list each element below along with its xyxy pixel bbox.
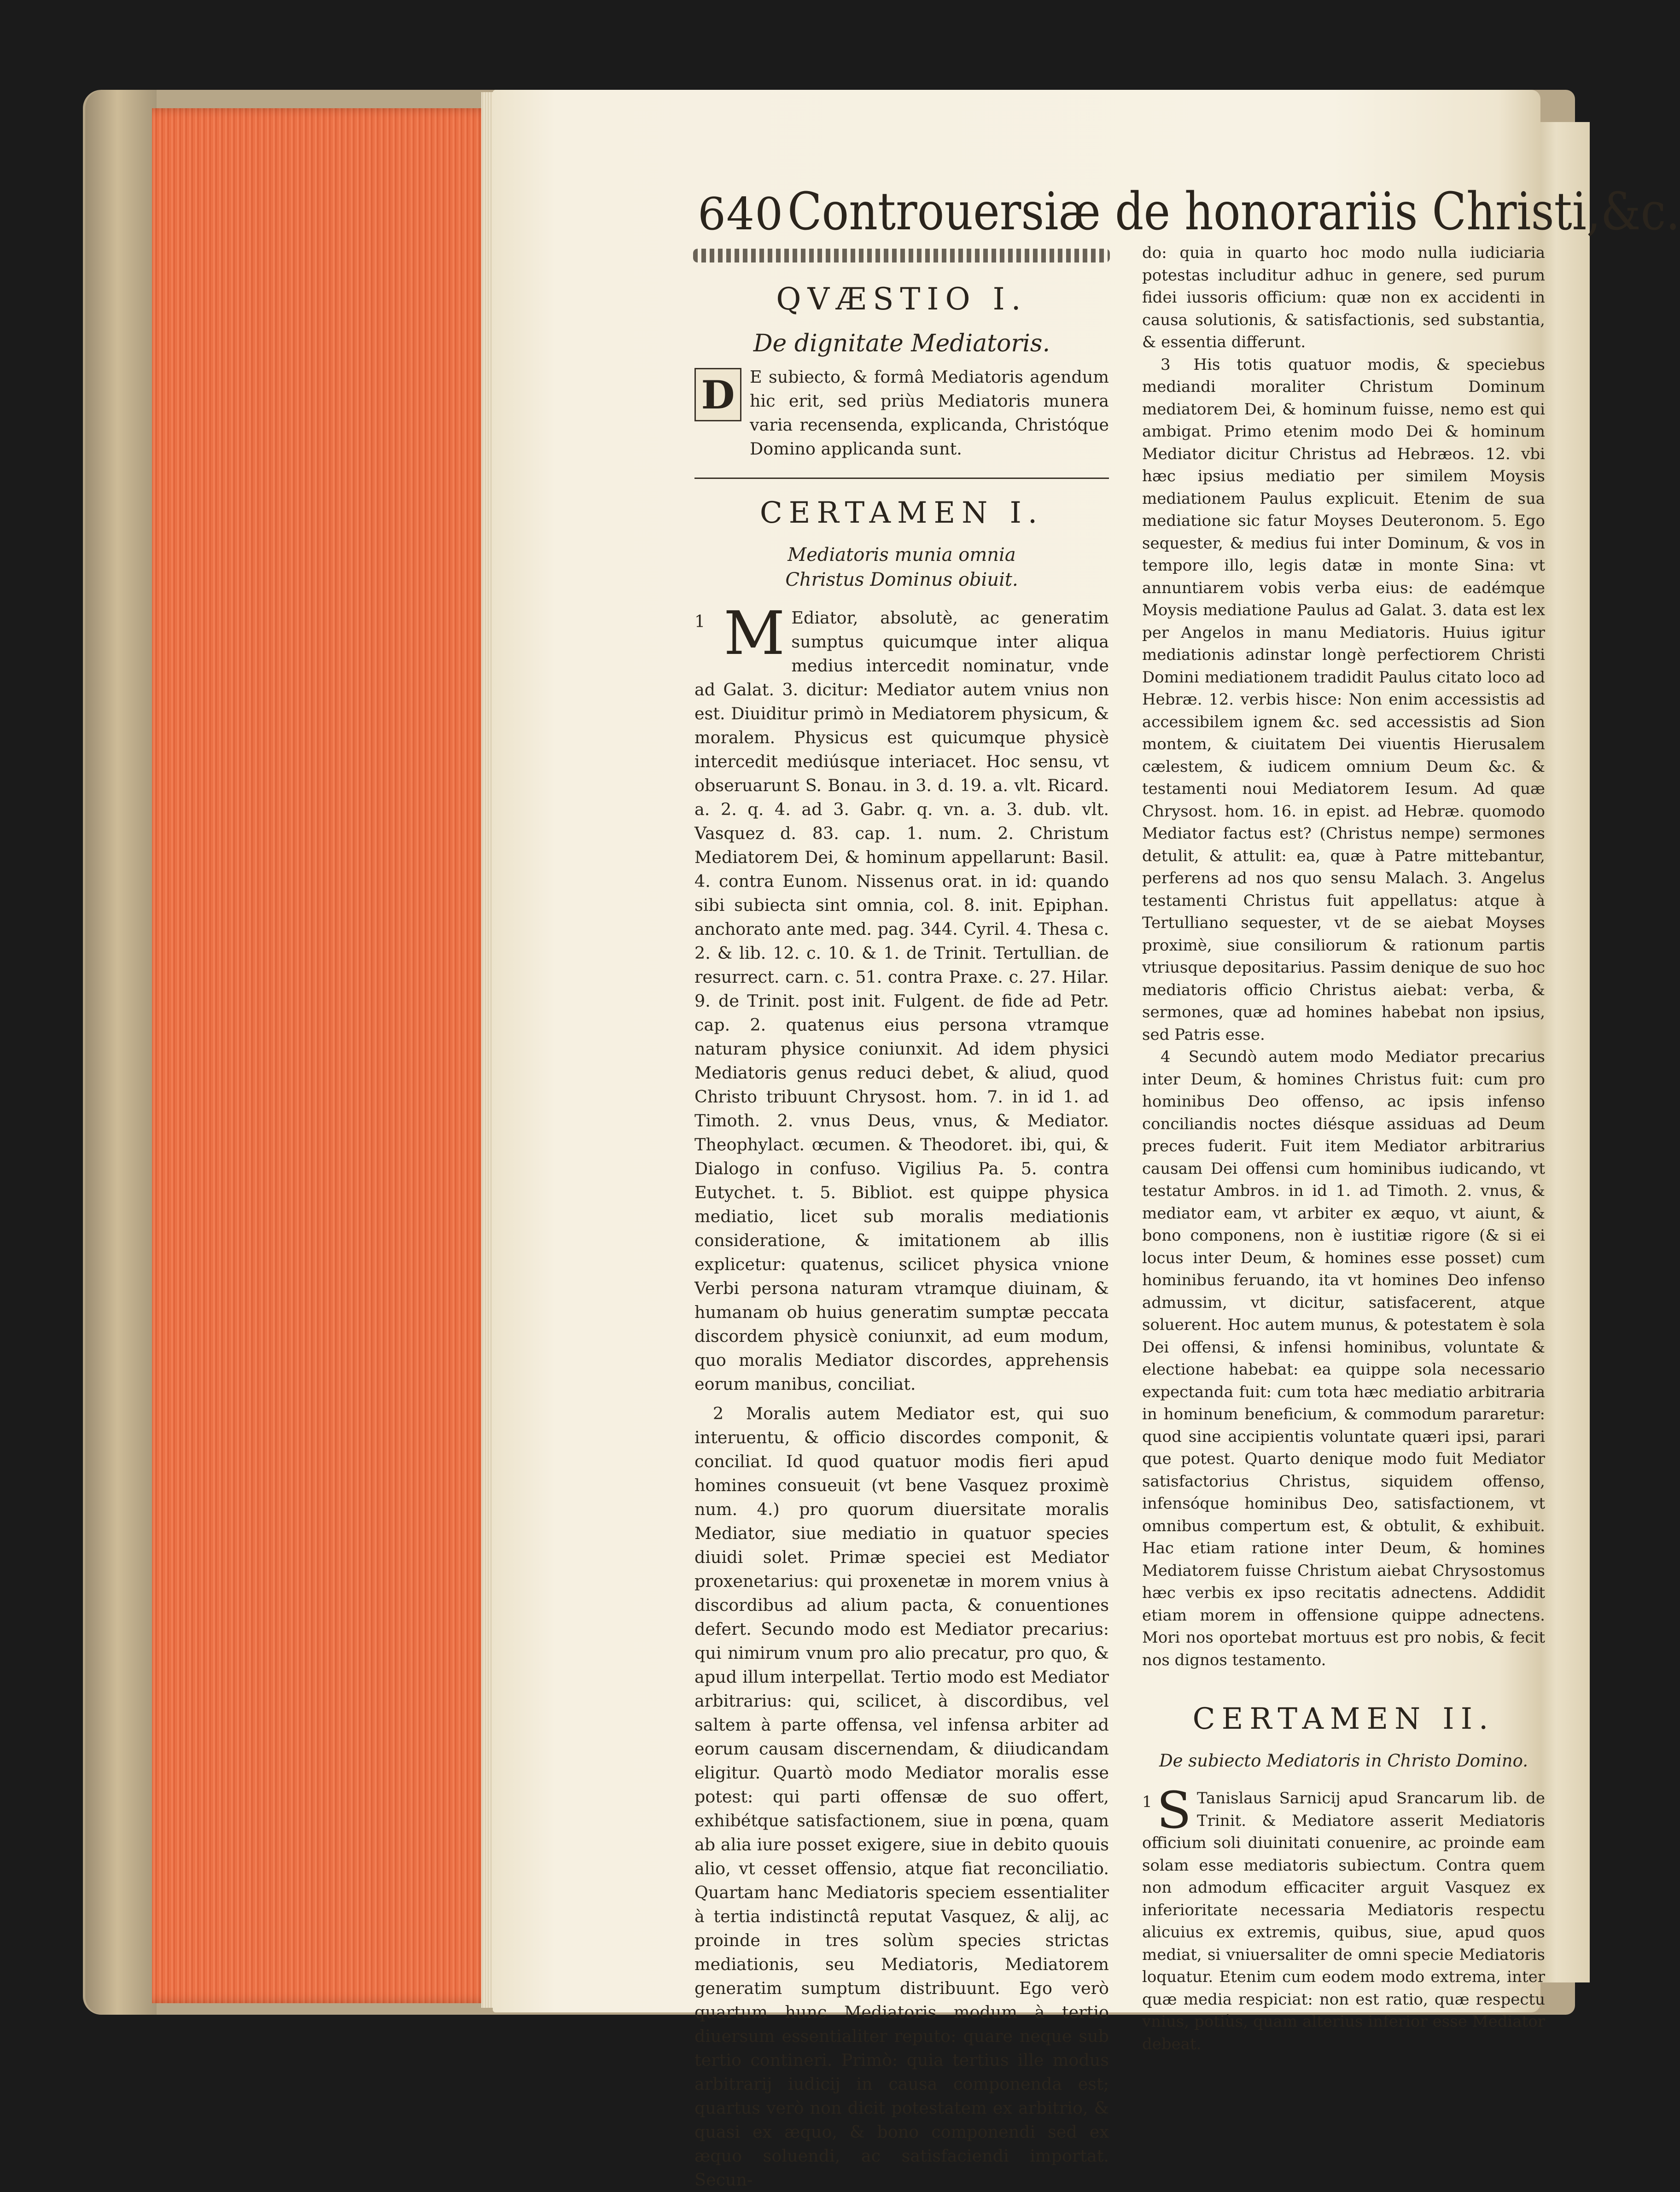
paragraph-number: 4 bbox=[1161, 1048, 1171, 1066]
initial-letter: S bbox=[1156, 1781, 1191, 1840]
certamen2-subtitle: De subiecto Mediatoris in Christo Domino. bbox=[1159, 1751, 1528, 1771]
book-page bbox=[493, 90, 1680, 2190]
quaestio-title: QVÆSTIO I. bbox=[776, 281, 1027, 317]
quaestio-text: E subiecto, & formâ Mediatoris agendum hic erit, sed priùs Mediatoris munera varia recensenda, explicanda, Christóque Domino applicanda sunt. bbox=[750, 367, 1109, 459]
certamen2-paragraph-1 bbox=[1142, 1781, 1545, 2055]
continued-paragraph: do: quia in quarto hoc modo nulla iudiciaria potestas includitur adhuc in genere, sed purum fidei iussoris officium: quæ non ex accidenti in causa solutionis, & satisfactionis, sed substantia, & essentia differunt. bbox=[1142, 244, 1545, 351]
paragraph-number: 1 bbox=[1142, 1793, 1152, 1811]
decorated-initial: D bbox=[694, 368, 741, 421]
paragraph-text: Secundò autem modo Mediator precarius inter Deum, & homines Christus fuit: cum pro hominibus Deo offenso, ac ipsis infenso conciliandis noctes diésque assiduas ad Deum preces fuderit. Fuit item Mediator arbitrarius causam Dei offensi cum hominibus iudicando, vt testatur Ambros. in id 1. ad Timoth. 2. vnus, & mediator eam, vt arbiter ex æquo, vt aiunt, & bono componens, non è iustitiæ rigore (& si ei locus inter Deum, & homines esse posset) cum hominibus feruando, ita vt homines Deo infenso admussim, vt dicitur, satisfacerent, atque soluerent. Hoc autem munus, & potestatem è sola Dei offensi, & infensi hominibus, voluntate & electione habebat: ea quippe sola necessario expectanda fuit: cum tota hæc mediatio arbitraria in hominum beneficium, & commodum pararetur: quod sine accipientis voluntate quæri ipsi, parari que potest. Quarto denique modo fuit Mediator satisfactorius Christus, siquidem offenso, infensóque hominibus Deo, satisfactionem, vt omnibus compertum est, & obtulit, & exhibuit. Hac etiam ratione inter Deum, & homines Mediatorem fuisse Christum aiebat Chrysostomus hæc verbis ex ipso recitatis adnectens. Addidit etiam morem in offensione quippe adnectens. Mori nos oportebat mortuus est pro nobis, & fecit nos dignos testamento. bbox=[1142, 1048, 1545, 1669]
quaestio-intro bbox=[694, 365, 1109, 461]
paragraph-number: 2 bbox=[713, 1404, 724, 1423]
header-ornament bbox=[693, 249, 1110, 262]
certamen1-paragraph-3 bbox=[1142, 354, 1545, 1046]
certamen1-paragraph-1 bbox=[694, 598, 1109, 1396]
red-page-edges bbox=[152, 108, 493, 2003]
paragraph-text: Moralis autem Mediator est, qui suo interuentu, & officio discordes componit, & conciliat. Id quod quatuor modis fieri apud homines consueuit (vt bene Vasquez proximè num. 4.) pro quorum diuersitate moralis Mediator, siue mediatio in quatuor species diuidi solet. Primæ speciei est Mediator proxenetarius: qui proxenetæ in morem vnius à discordibus ad alium pacta, & conuentiones defert. Secundo modo est Mediator precarius: qui nimirum vnum pro alio precatur, pro quo, & apud illum interpellat. Tertio modo est Mediator arbitrarius: qui, scilicet, à discordibus, vel saltem à parte offensa, vel infensa arbiter ad eorum causam discernendam, & diiudicandam eligitur. Quartò modo Mediator moralis esse potest: qui parti offensæ de suo offert, exhibétque satisfactionem, siue in pœna, quam ab alia iure posset exigere, siue in debito quouis alio, vt cesset offensio, atque fiat reconciliatio. Quartam hanc Mediatoris speciem essentialiter à tertia indistinctâ reputat Vasquez, & alij, ac proinde in tres solùm species strictas mediationis, seu Mediatoris, Mediatorem generatim sumptum distribuunt. Ego verò quartum hunc Mediatoris modum à tertio diuersum essentialiter reputo: quare neque sub tertio contineri. Primò: quia tertius ille modus arbitrarij iudicij in causa componenda est; quartus verò non dicit potestatem ex arbitrio, & quasi ex æquo, & bono componendi sed ex æquo soluendi, ac satisfaciendi importat. Secun- bbox=[694, 1404, 1109, 2190]
paragraph-number: 3 bbox=[1161, 355, 1171, 374]
left-column bbox=[694, 269, 1109, 2192]
certamen1-paragraph-4 bbox=[1142, 1046, 1545, 1671]
section-rule bbox=[694, 478, 1109, 479]
book-spine bbox=[85, 90, 157, 2015]
initial-letter: M bbox=[723, 598, 785, 668]
paragraph-text: Ediator, absolutè, ac generatim sumptus quicumque inter aliqua medius intercedit nominatur, vnde ad Galat. 3. dicitur: Mediator autem vnius non est. Diuiditur primò in Mediatorem physicum, & moralem. Physicus est quicumque physicè intercedit mediúsque interiacet. Hoc sensu, vt obseruarunt S. Bonau. in 3. d. 19. a. vlt. Ricard. a. 2. q. 4. ad 3. Gabr. q. vn. a. 3. dub. vlt. Vasquez d. 83. cap. 1. num. 2. Christum Mediatorem Dei, & hominum appellarunt: Basil. 4. contra Eunom. Nissenus orat. in id: quando sibi subiecta sint omnia, col. 8. init. Epiphan. anchorato ante med. pag. 344. Cyril. 4. Thesa c. 2. & lib. 12. c. 10. & 1. de Trinit. Tertullian. de resurrect. carn. c. 51. contra Praxe. c. 27. Hilar. 9. de Trinit. post init. Fulgent. de fide ad Petr. cap. 2. quatenus eius persona vtramque naturam physice coniunxit. Ad idem physici Mediatoris genus reduci debet, & aliud, quod Christo tribuunt Chrysost. hom. 7. in id 1. ad Timoth. 2. vnus Deus, vnus, & Mediator. Theophylact. œcumen. & Theodoret. ibi, qui, & Dialogo in confuso. Vigilius Pa. 5. contra Eutychet. t. 5. Bibliot. est quippe physica mediatio, licet sub moralis mediationis consideratione, & imitationem ab illis explicetur: quatenus, scilicet physica vnione Verbi persona naturam vtramque diuinam, & humanam ob huius generatim sumptæ peccata discordem physicè coniunxit, ad eum modum, quo moralis Mediator discordes, apprehensis eorum manibus, conciliat. bbox=[694, 608, 1109, 1394]
page-number: 640 bbox=[698, 188, 784, 240]
right-column bbox=[1142, 242, 1545, 2055]
certamen1-subtitle: Mediatoris munia omnia Christus Dominus obiuit. bbox=[785, 544, 1018, 590]
certamen2-title: CERTAMEN II. bbox=[1192, 1702, 1495, 1736]
paragraph-text: His totis quatuor modis, & speciebus mediandi moraliter Christum Dominum mediatorem Dei, & hominum fuisse, nemo est qui ambigat. Primo etenim modo Dei & hominum Mediator dicitur Christus ad Hebræos. 12. vbi hæc ipsius mediatio per similem Moysis mediationem Paulus explicuit. Etenim de sua mediatione sic fatur Moyses Deuteronom. 5. Ego sequester, & medius fui inter Dominum, & vos in tempore illo, legis datæ in monte Sina: vt annuntiarem vobis verba eius: de eadémque Moysis mediatione Paulus ad Galat. 3. data est lex per Angelos in manu Mediatoris. Huius igitur mediationis adinstar longè perfectiorem Christi Domini mediationem tradidit Paulus citato loco ad Hebræ. 12. verbis hisce: Non enim accessistis ad accessibilem ignem &c. sed accessistis ad Sion montem, & ciuitatem Dei viuentis Hierusalem cælestem, & iudicem omnium Deum &c. & testamenti noui Mediatorem Iesum. Ad quæ Chrysost. hom. 16. in epist. ad Hebræ. quomodo Mediator factus est? (Christus nempe) sermones detulit, & attulit: ea, quæ à Patre mittebantur, perferens ad nos quo sensu Malach. 3. Angelus testamenti Christus fuit appellatus: atque à Tertulliano sequester, vt de se aiebat Moyses proximè, siue consiliorum & rationum partis vtriusque depositarius. Passim denique de suo hoc mediatoris officio Christus aiebat: verba, & sermones, quæ ad homines habebat non ipsius, sed Patris esse. bbox=[1142, 355, 1546, 1044]
running-title: Controuersiæ de honorariis Christi,&c. bbox=[788, 182, 1680, 242]
certamen1-paragraph-2 bbox=[694, 1402, 1109, 2192]
quaestio-subtitle: De dignitate Mediatoris. bbox=[753, 330, 1050, 357]
paragraph-text: Tanislaus Sarnicij apud Srancarum lib. de Trinit. & Mediatore asserit Mediatoris officium soli diuinitati conuenire, ac proinde eam solam esse mediatoris subiectum. Contra quem non admodum efficaciter arguit Vasquez ex inferioritate necessaria Mediatoris respectu alicuius ex extremis, quibus, siue, apud quos mediat, si vniuersaliter de omni specie Mediatoris loquatur. Etenim cum eodem modo extrema, inter quæ media respiciat: non est ratio, quæ respectu vnius, potiùs, quam alterius inferior esse Mediator debeat. bbox=[1142, 1789, 1545, 2053]
certamen1-title: CERTAMEN I. bbox=[759, 496, 1044, 530]
paragraph-number: 1 bbox=[694, 612, 706, 631]
